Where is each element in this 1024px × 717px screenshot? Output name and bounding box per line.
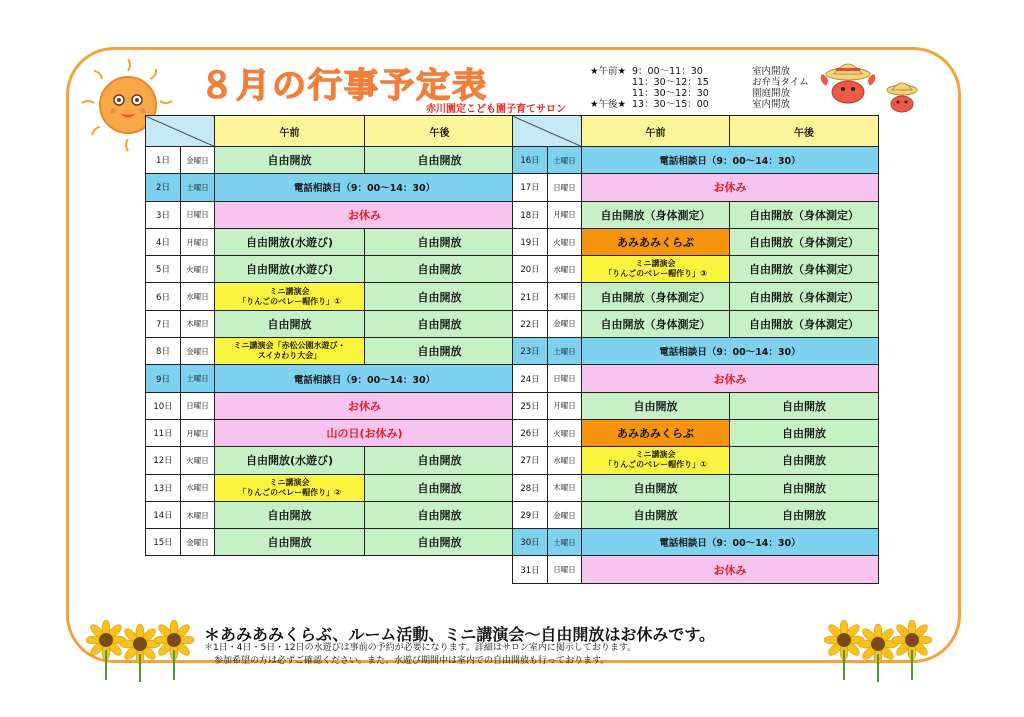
hours-row xyxy=(590,99,809,110)
day-cell: 30日 xyxy=(513,529,548,556)
pm-cell: 自由開放（身体測定） xyxy=(730,201,879,228)
hours-time: 11：30～12：30 xyxy=(632,88,709,99)
schedule-row xyxy=(146,338,515,365)
day-cell: 19日 xyxy=(513,228,548,255)
day-cell: 2日 xyxy=(146,174,181,201)
schedule-row xyxy=(513,338,879,365)
full-day-cell: 山の日(お休み) xyxy=(215,419,515,446)
day-cell: 21日 xyxy=(513,283,548,310)
full-day-cell: 電話相談日（9：00～14：30） xyxy=(582,338,879,365)
hours-label: ★午前★ xyxy=(590,66,627,77)
weekday-cell: 金曜日 xyxy=(181,338,215,365)
day-cell: 16日 xyxy=(513,147,548,174)
pm-cell: 自由開放 xyxy=(365,147,515,174)
pm-cell: 自由開放 xyxy=(730,419,879,446)
weekday-cell: 日曜日 xyxy=(181,201,215,228)
schedule-row xyxy=(513,501,879,528)
weekday-cell: 土曜日 xyxy=(548,147,582,174)
note-line: ＊1日・4日・5日・12日の水遊びは事前の予約が必要になります。詳細はサロン室内に掲示しております。 xyxy=(204,643,637,653)
schedule-left xyxy=(145,115,515,556)
full-day-cell: お休み xyxy=(582,365,879,392)
weekday-cell: 月曜日 xyxy=(548,392,582,419)
full-day-cell: 電話相談日（9：00～14：30） xyxy=(582,147,879,174)
hours-label: ★午後★ xyxy=(590,99,627,110)
day-cell: 13日 xyxy=(146,474,181,501)
am-cell: 自由開放（身体測定） xyxy=(582,283,730,310)
am-cell: 自由開放（身体測定） xyxy=(582,310,730,337)
day-cell: 26日 xyxy=(513,419,548,446)
am-cell: ミニ講演会 「りんごのベレー帽作り」② xyxy=(215,474,365,501)
table-header xyxy=(513,116,879,147)
header-corner xyxy=(513,116,582,147)
weekday-cell: 火曜日 xyxy=(548,228,582,255)
day-cell: 18日 xyxy=(513,201,548,228)
am-cell: ミニ講演会「赤松公園水遊び・ スイカわり大会」 xyxy=(215,338,365,365)
schedule-row xyxy=(146,529,515,556)
schedule-row xyxy=(513,419,879,446)
full-day-cell: お休み xyxy=(582,174,879,201)
weekday-cell: 月曜日 xyxy=(181,228,215,255)
weekday-cell: 日曜日 xyxy=(548,174,582,201)
am-cell: あみあみくらぶ xyxy=(582,419,730,446)
hours-desc: 室内開放 xyxy=(752,99,791,110)
full-day-cell: 電話相談日（9：00～14：30） xyxy=(215,365,515,392)
am-cell: 自由開放（身体測定） xyxy=(582,201,730,228)
header-pm: 午後 xyxy=(365,116,515,147)
schedule-row xyxy=(513,392,879,419)
schedule-row xyxy=(513,310,879,337)
am-cell: 自由開放 xyxy=(582,501,730,528)
schedule-row xyxy=(146,174,515,201)
hours-row xyxy=(590,66,809,77)
hours-desc: 室内開放 xyxy=(752,66,791,77)
weekday-cell: 木曜日 xyxy=(181,501,215,528)
weekday-cell: 金曜日 xyxy=(548,310,582,337)
pm-cell: 自由開放（身体測定） xyxy=(730,256,879,283)
pm-cell: 自由開放（身体測定） xyxy=(730,228,879,255)
schedule-row xyxy=(513,556,879,583)
weekday-cell: 木曜日 xyxy=(181,310,215,337)
am-cell: 自由開放 xyxy=(215,310,365,337)
am-cell: ミニ講演会 「りんごのベレー帽作り」① xyxy=(215,283,365,310)
hours-row xyxy=(590,88,809,99)
schedule-row xyxy=(146,256,515,283)
schedule-row xyxy=(146,283,515,310)
schedule-row xyxy=(513,201,879,228)
page-subtitle: 赤川園定こども園子育てサロン xyxy=(426,104,566,115)
am-cell: あみあみくらぶ xyxy=(582,228,730,255)
day-cell: 3日 xyxy=(146,201,181,228)
hours-time: 11：30～12：15 xyxy=(632,77,709,88)
schedule-row xyxy=(513,228,879,255)
weekday-cell: 金曜日 xyxy=(181,529,215,556)
full-day-cell: お休み xyxy=(215,201,515,228)
pm-cell: 自由開放 xyxy=(365,338,515,365)
day-cell: 11日 xyxy=(146,419,181,446)
schedule-row xyxy=(513,474,879,501)
day-cell: 31日 xyxy=(513,556,548,583)
day-cell: 10日 xyxy=(146,392,181,419)
day-cell: 14日 xyxy=(146,501,181,528)
crab-illustration xyxy=(812,52,932,116)
pm-cell: 自由開放 xyxy=(730,474,879,501)
hours-desc: お弁当タイム xyxy=(752,77,809,88)
day-cell: 7日 xyxy=(146,310,181,337)
hours-row xyxy=(590,77,809,88)
pm-cell: 自由開放 xyxy=(365,310,515,337)
note-sub xyxy=(204,642,636,668)
schedule-row xyxy=(146,419,515,446)
day-cell: 23日 xyxy=(513,338,548,365)
weekday-cell: 火曜日 xyxy=(181,447,215,474)
weekday-cell: 月曜日 xyxy=(548,201,582,228)
schedule-row xyxy=(146,147,515,174)
weekday-cell: 土曜日 xyxy=(548,338,582,365)
pm-cell: 自由開放（身体測定） xyxy=(730,310,879,337)
day-cell: 20日 xyxy=(513,256,548,283)
pm-cell: 自由開放 xyxy=(365,501,515,528)
full-day-cell: 電話相談日（9：00～14：30） xyxy=(215,174,515,201)
note-line: 参加希望の方は必ずご確認ください。また、水遊び期間中は室内での自由開放も行っております。 xyxy=(214,656,610,666)
schedule-row xyxy=(146,310,515,337)
schedule-row xyxy=(513,447,879,474)
schedule-row xyxy=(513,174,879,201)
day-cell: 4日 xyxy=(146,228,181,255)
am-cell: 自由開放 xyxy=(582,392,730,419)
day-cell: 6日 xyxy=(146,283,181,310)
am-cell: 自由開放 xyxy=(215,501,365,528)
weekday-cell: 火曜日 xyxy=(181,256,215,283)
weekday-cell: 金曜日 xyxy=(548,501,582,528)
day-cell: 29日 xyxy=(513,501,548,528)
weekday-cell: 土曜日 xyxy=(181,365,215,392)
schedule-row xyxy=(513,256,879,283)
pm-cell: 自由開放 xyxy=(365,529,515,556)
day-cell: 22日 xyxy=(513,310,548,337)
day-cell: 12日 xyxy=(146,447,181,474)
page-title: ８月の行事予定表 xyxy=(200,66,488,106)
day-cell: 17日 xyxy=(513,174,548,201)
pm-cell: 自由開放 xyxy=(365,447,515,474)
pm-cell: 自由開放 xyxy=(365,228,515,255)
hours-time: 13：30～15：00 xyxy=(632,99,709,110)
full-day-cell: 電話相談日（9：00～14：30） xyxy=(582,529,879,556)
weekday-cell: 土曜日 xyxy=(548,529,582,556)
am-cell: ミニ講演会 「りんごのベレー帽作り」① xyxy=(582,447,730,474)
am-cell: 自由開放(水遊び) xyxy=(215,256,365,283)
schedule-row xyxy=(146,474,515,501)
schedule-right xyxy=(512,115,879,584)
schedule-row xyxy=(146,501,515,528)
weekday-cell: 木曜日 xyxy=(548,283,582,310)
day-cell: 5日 xyxy=(146,256,181,283)
weekday-cell: 日曜日 xyxy=(548,556,582,583)
table-header xyxy=(146,116,515,147)
day-cell: 24日 xyxy=(513,365,548,392)
opening-hours xyxy=(590,66,809,110)
am-cell: ミニ講演会 「りんごのベレー帽作り」③ xyxy=(582,256,730,283)
full-day-cell: お休み xyxy=(582,556,879,583)
day-cell: 9日 xyxy=(146,365,181,392)
pm-cell: 自由開放 xyxy=(365,474,515,501)
day-cell: 27日 xyxy=(513,447,548,474)
header-am: 午前 xyxy=(582,116,730,147)
header-pm: 午後 xyxy=(730,116,879,147)
weekday-cell: 木曜日 xyxy=(548,474,582,501)
am-cell: 自由開放 xyxy=(582,474,730,501)
header-corner xyxy=(146,116,215,147)
weekday-cell: 金曜日 xyxy=(181,147,215,174)
pm-cell: 自由開放 xyxy=(365,256,515,283)
pm-cell: 自由開放 xyxy=(730,501,879,528)
am-cell: 自由開放 xyxy=(215,529,365,556)
weekday-cell: 水曜日 xyxy=(181,283,215,310)
day-cell: 25日 xyxy=(513,392,548,419)
schedule-row xyxy=(146,201,515,228)
am-cell: 自由開放 xyxy=(215,147,365,174)
pm-cell: 自由開放 xyxy=(730,447,879,474)
schedule-row xyxy=(146,365,515,392)
schedule-row xyxy=(513,529,879,556)
full-day-cell: お休み xyxy=(215,392,515,419)
weekday-cell: 日曜日 xyxy=(181,392,215,419)
weekday-cell: 水曜日 xyxy=(548,256,582,283)
weekday-cell: 月曜日 xyxy=(181,419,215,446)
weekday-cell: 日曜日 xyxy=(548,365,582,392)
weekday-cell: 火曜日 xyxy=(548,419,582,446)
hours-desc: 園庭開放 xyxy=(752,88,791,99)
am-cell: 自由開放(水遊び) xyxy=(215,228,365,255)
schedule-row xyxy=(146,447,515,474)
schedule-row xyxy=(146,228,515,255)
schedule-row xyxy=(146,392,515,419)
weekday-cell: 水曜日 xyxy=(548,447,582,474)
header-am: 午前 xyxy=(215,116,365,147)
am-cell: 自由開放(水遊び) xyxy=(215,447,365,474)
pm-cell: 自由開放（身体測定） xyxy=(730,283,879,310)
pm-cell: 自由開放 xyxy=(730,392,879,419)
day-cell: 1日 xyxy=(146,147,181,174)
day-cell: 28日 xyxy=(513,474,548,501)
schedule-row xyxy=(513,283,879,310)
schedule-row xyxy=(513,365,879,392)
weekday-cell: 土曜日 xyxy=(181,174,215,201)
schedule-row xyxy=(513,147,879,174)
weekday-cell: 水曜日 xyxy=(181,474,215,501)
day-cell: 15日 xyxy=(146,529,181,556)
pm-cell: 自由開放 xyxy=(365,283,515,310)
hours-time: 9：00～11：30 xyxy=(632,66,703,77)
hours-label xyxy=(590,88,632,99)
sunflower-left xyxy=(86,620,196,682)
sunflower-right xyxy=(824,620,934,682)
day-cell: 8日 xyxy=(146,338,181,365)
hours-label xyxy=(590,77,632,88)
note-main: ＊あみあみくらぶ、ルーム活動、ミニ講演会～自由開放はお休みです。 xyxy=(204,625,716,644)
